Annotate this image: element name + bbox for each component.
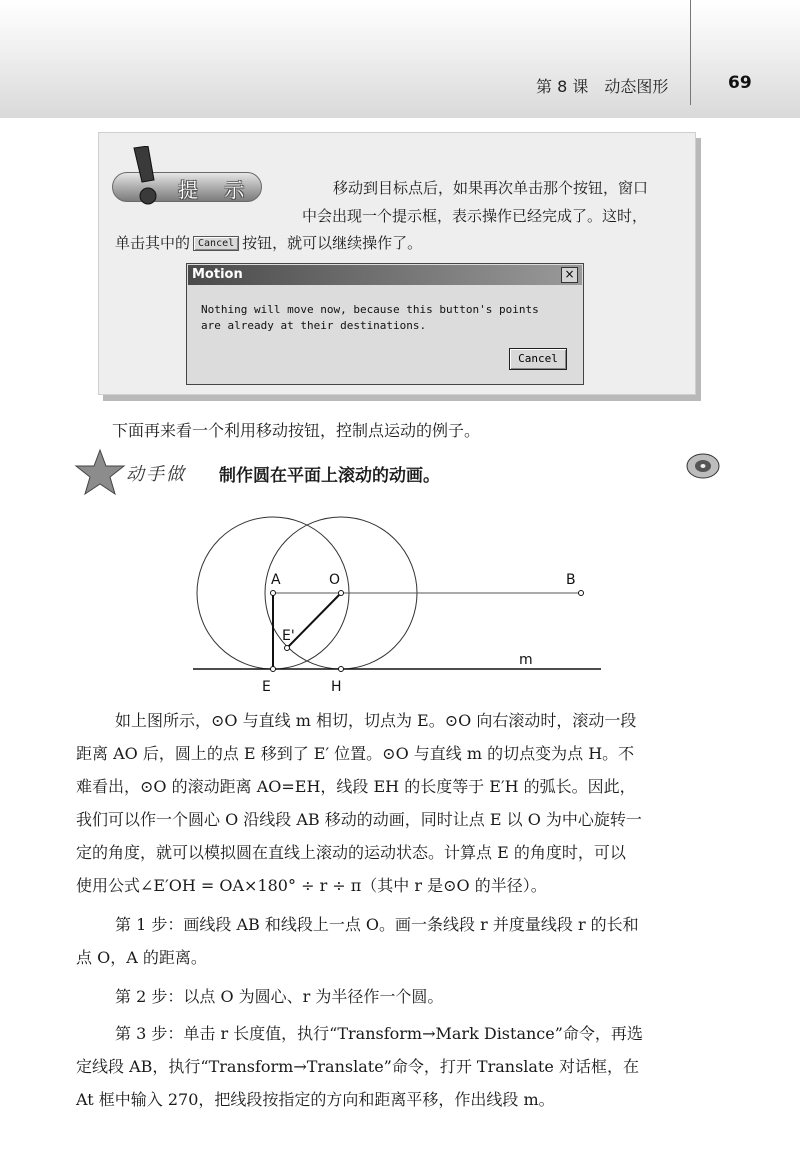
label-e: E [262, 679, 271, 695]
step-3-line: 第 3 步：单击 r 长度值，执行“Transform→Mark Distance”命令，再选 [115, 1024, 643, 1043]
point-e-prime [285, 646, 290, 651]
paragraph-line: 难看出，⊙O 的滚动距离 AO=EH，线段 EH 的长度等于 E′H 的弧长。因此， [76, 777, 636, 796]
paragraph-line: 定的角度，就可以模拟圆在直线上滚动的运动状态。计算点 E 的角度时，可以 [76, 843, 626, 862]
paragraph-line: 距离 AO 后，圆上的点 E 移到了 E′ 位置。⊙O 与直线 m 的切点变为点 H。不 [76, 744, 635, 763]
hands-on-title: 制作圆在平面上滚动的动画。 [219, 466, 440, 486]
tip-line-3-post: 按钮，就可以继续操作了。 [242, 234, 423, 252]
paragraph-line: 我们可以作一个圆心 O 沿线段 AB 移动的动画，同时让点 E 以 O 为中心旋转一 [76, 810, 642, 829]
point-e [271, 667, 276, 672]
step-2-line: 第 2 步：以点 O 为圆心、r 为半径作一个圆。 [115, 987, 444, 1006]
tip-line-2: 中会出现一个提示框，表示操作已经完成了。这时， [302, 207, 648, 225]
step-3-line: 定线段 AB，执行“Transform→Translate”命令，打开 Translate 对话框，在 [76, 1057, 639, 1076]
inline-cancel-button: Cancel [193, 236, 239, 251]
paragraph-line: 如上图所示，⊙O 与直线 m 相切，切点为 E。⊙O 向右滚动时，滚动一段 [115, 711, 637, 730]
label-a: A [271, 572, 281, 588]
point-a [271, 591, 276, 596]
label-o: O [329, 572, 341, 588]
dialog-message-line-2: are already at their destinations. [201, 319, 427, 332]
point-h [339, 667, 344, 672]
tip-line-3-pre: 单击其中的 [115, 234, 191, 252]
tip-badge-label: 提 示 [178, 178, 255, 202]
step-1-line: 第 1 步：画线段 AB 和线段上一点 O。画一条线段 r 并度量线段 r 的长和 [115, 915, 639, 934]
step-3-line: At 框中输入 270，把线段按指定的方向和距离平移，作出线段 m。 [76, 1090, 555, 1109]
dialog-message-line-1: Nothing will move now, because this button's points [201, 303, 539, 316]
label-b: B [566, 572, 576, 588]
lesson-title: 第 8 课 动态图形 [536, 77, 669, 96]
label-e-prime: E' [282, 628, 295, 644]
step-1-line: 点 O，A 的距离。 [76, 948, 207, 967]
formula-line: 使用公式∠E′OH = OA×180° ÷ r ÷ π（其中 r 是⊙O 的半径）。 [76, 876, 547, 895]
page-number: 69 [728, 73, 752, 93]
tip-line-1: 移动到目标点后，如果再次单击那个按钮，窗口 [333, 179, 649, 197]
cancel-button[interactable]: Cancel [509, 348, 567, 370]
point-b [579, 591, 584, 596]
point-o [339, 591, 344, 596]
close-icon[interactable]: × [561, 267, 578, 283]
dialog-title: Motion [192, 267, 243, 282]
label-m: m [519, 652, 533, 668]
intro-text: 下面再来看一个利用移动按钮，控制点运动的例子。 [112, 421, 481, 440]
label-h: H [331, 679, 342, 695]
hands-on-label: 动手做 [126, 464, 186, 485]
